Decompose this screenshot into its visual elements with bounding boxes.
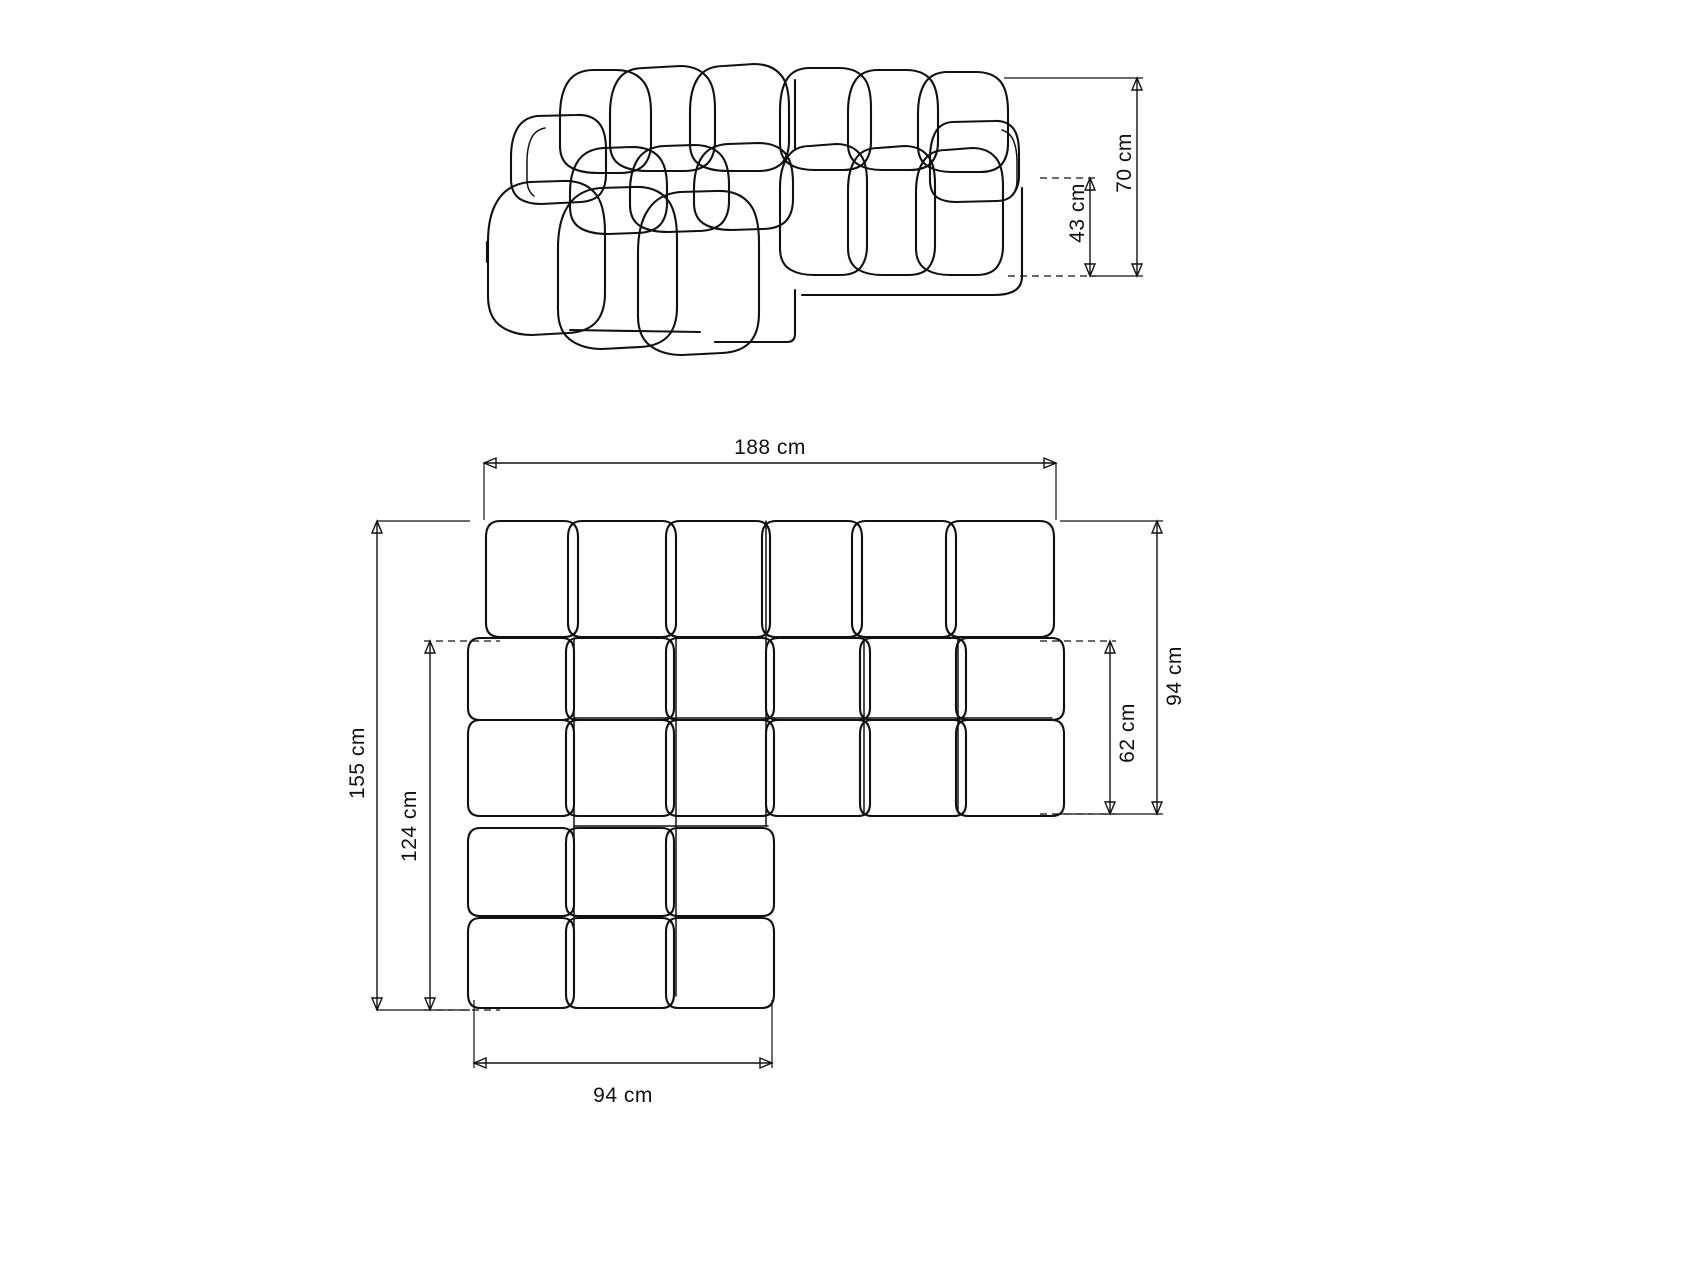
dimension-label-module-width: 94 cm [593, 1084, 653, 1107]
dimension-label-height-total: 70 cm [1113, 133, 1136, 193]
dimension-label-depth-inner: 124 cm [398, 790, 421, 862]
dimension-label-side-depth: 94 cm [1163, 646, 1186, 706]
dimension-label-seat-height: 43 cm [1066, 183, 1089, 243]
dimension-label-depth-total: 155 cm [346, 727, 369, 799]
plan-dimensions [372, 458, 1163, 1068]
dimension-label-width-total: 188 cm [734, 436, 806, 459]
dimension-label-seat-depth: 62 cm [1116, 703, 1139, 763]
plan-view-group [468, 521, 1064, 1008]
perspective-view-group [487, 64, 1022, 355]
